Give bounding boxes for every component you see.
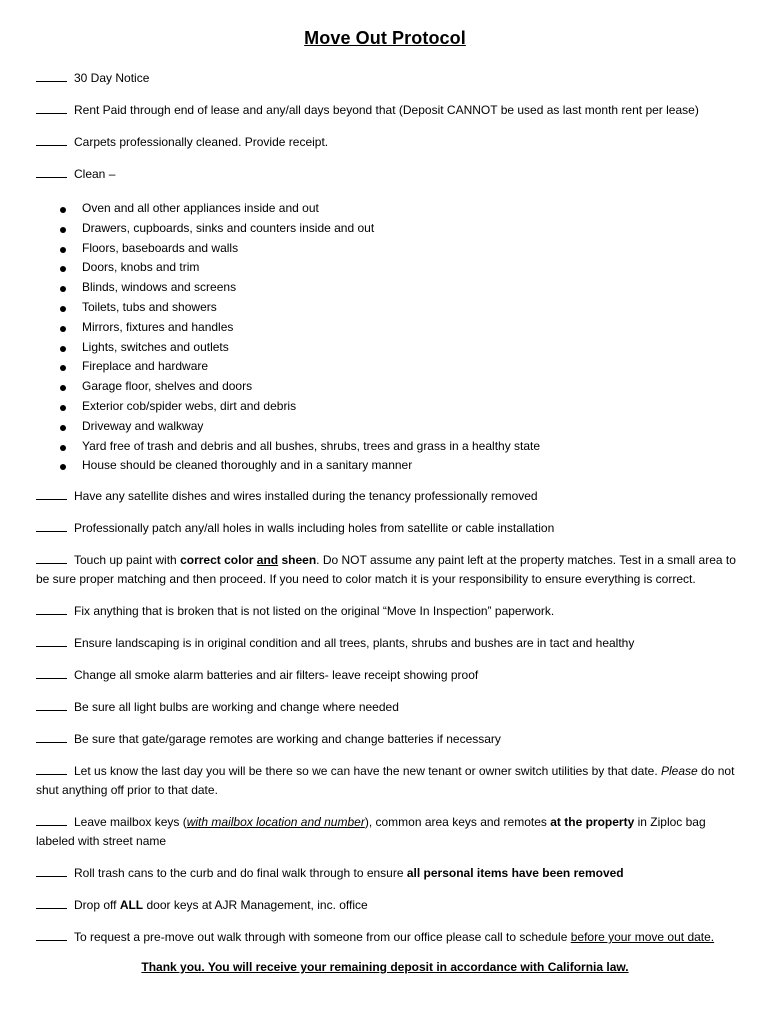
blank-line — [36, 763, 67, 775]
list-item: House should be cleaned thoroughly and in a sanitary manner — [58, 456, 540, 476]
checklist-item-smoke-alarm: Change all smoke alarm batteries and air filters- leave receipt showing proof — [36, 666, 736, 685]
blank-line — [36, 929, 67, 941]
checklist-item-light-bulbs: Be sure all light bulbs are working and change where needed — [36, 698, 736, 717]
blank-line — [36, 552, 67, 564]
checklist-item-remotes: Be sure that gate/garage remotes are working and change batteries if necessary — [36, 730, 736, 749]
blank-line — [36, 865, 67, 877]
list-item: Lights, switches and outlets — [58, 338, 540, 358]
checklist-item-satellite: Have any satellite dishes and wires installed during the tenancy professionally removed — [36, 487, 736, 506]
list-item: Toilets, tubs and showers — [58, 298, 540, 318]
blank-line — [36, 102, 67, 114]
list-item: Doors, knobs and trim — [58, 258, 540, 278]
blank-line — [36, 814, 67, 826]
list-item: Garage floor, shelves and doors — [58, 377, 540, 397]
list-item: Fireplace and hardware — [58, 357, 540, 377]
blank-line — [36, 488, 67, 500]
blank-line — [36, 166, 67, 178]
checklist-item-rent-paid: Rent Paid through end of lease and any/all days beyond that (Deposit CANNOT be used as last month rent per lease) — [36, 101, 736, 120]
list-item: Yard free of trash and debris and all bushes, shrubs, trees and grass in a healthy state — [58, 437, 540, 457]
list-item: Drawers, cupboards, sinks and counters inside and out — [58, 219, 540, 239]
page-title: Move Out Protocol — [304, 28, 466, 48]
checklist-item-30-day-notice: 30 Day Notice — [36, 69, 736, 88]
checklist-item-fix-broken: Fix anything that is broken that is not listed on the original “Move In Inspection” paperwork. — [36, 602, 736, 621]
blank-line — [36, 70, 67, 82]
blank-line — [36, 134, 67, 146]
closing-note: Thank you. You will receive your remaining deposit in accordance with California law. — [141, 960, 629, 974]
checklist-item-utilities: Let us know the last day you will be there so we can have the new tenant or owner switch utilities by that date. Please do not shut anything off prior to that date. — [36, 764, 735, 797]
checklist-item-mailbox-keys: Leave mailbox keys (with mailbox location and number), common area keys and remotes at the property in Ziploc bag labeled with street name — [36, 815, 706, 848]
checklist-item-trash-cans: Roll trash cans to the curb and do final walk through to ensure all personal items have been removed — [36, 864, 736, 883]
blank-line — [36, 520, 67, 532]
blank-line — [36, 635, 67, 647]
checklist-item-landscaping: Ensure landscaping is in original condition and all trees, plants, shrubs and bushes are in tact and healthy — [36, 634, 736, 653]
checklist-item-touch-up-paint: Touch up paint with correct color and sheen. Do NOT assume any paint left at the property matches. Test in a small area to be sure proper matching and then proceed. If you need to color match it is your responsibility to ensure everything is correct. — [36, 553, 736, 586]
blank-line — [36, 699, 67, 711]
list-item: Exterior cob/spider webs, dirt and debris — [58, 397, 540, 417]
list-item: Driveway and walkway — [58, 417, 540, 437]
clean-bullet-list — [58, 199, 540, 476]
list-item: Blinds, windows and screens — [58, 278, 540, 298]
checklist-item-clean: Clean – — [36, 165, 736, 184]
list-item: Mirrors, fixtures and handles — [58, 318, 540, 338]
blank-line — [36, 603, 67, 615]
blank-line — [36, 897, 67, 909]
list-item: Floors, baseboards and walls — [58, 239, 540, 259]
blank-line — [36, 667, 67, 679]
checklist-item-patch-holes: Professionally patch any/all holes in walls including holes from satellite or cable installation — [36, 519, 736, 538]
blank-line — [36, 731, 67, 743]
list-item: Oven and all other appliances inside and out — [58, 199, 540, 219]
checklist-item-door-keys: Drop off ALL door keys at AJR Management, inc. office — [36, 896, 736, 915]
checklist-item-walk-through: To request a pre-move out walk through with someone from our office please call to schedule before your move out date. — [36, 928, 736, 947]
checklist-item-carpets: Carpets professionally cleaned. Provide receipt. — [36, 133, 736, 152]
